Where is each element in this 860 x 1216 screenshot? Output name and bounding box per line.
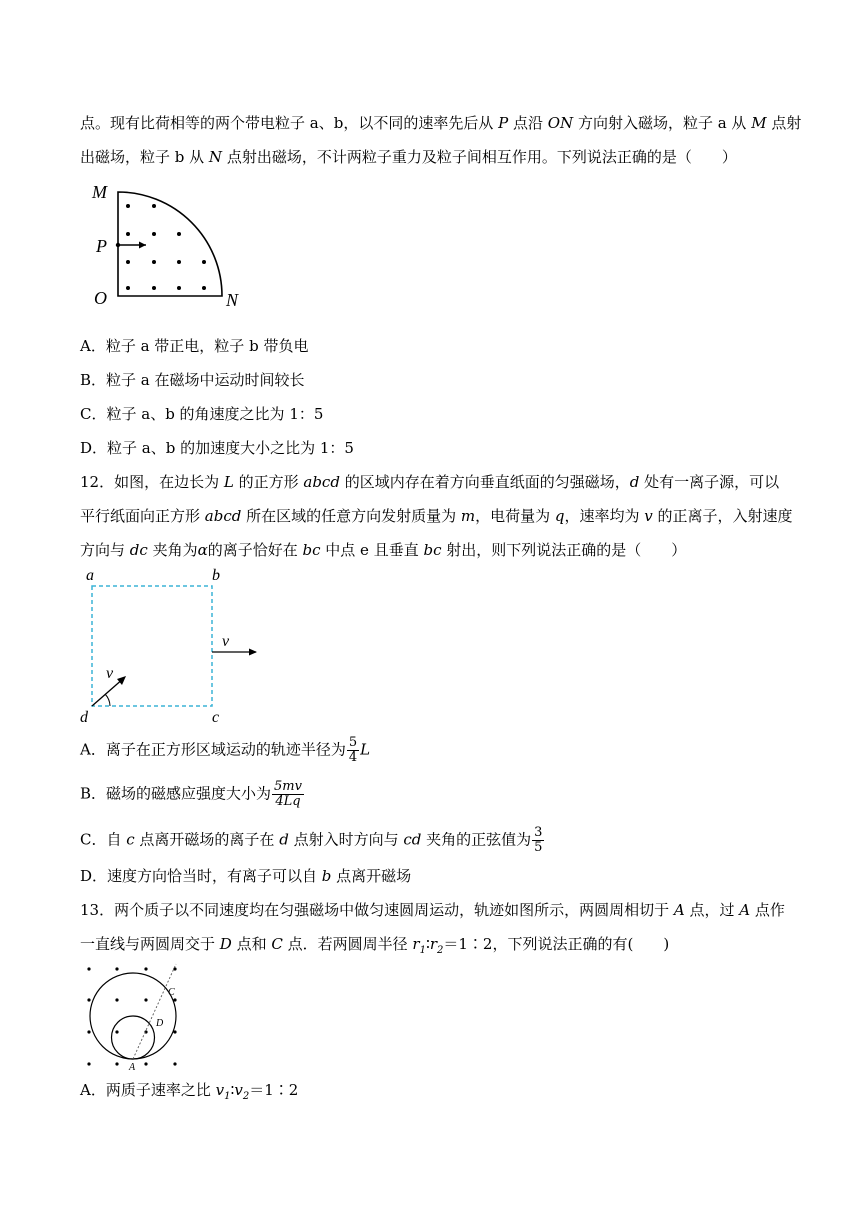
text: 处有一离子源，可以 [639, 473, 780, 491]
text: 点，过 [684, 901, 740, 919]
var-r: r [412, 935, 420, 953]
q13-stem-line1 [80, 900, 785, 920]
text: ＝1∶2，下列说法正确的有( ) [443, 935, 670, 953]
subscript: 1 [224, 1091, 231, 1102]
q12-option-c [80, 826, 545, 855]
text: D．速度方向恰当时，有离子可以自 [80, 867, 322, 885]
label-M: M [92, 182, 107, 202]
q11-stem-line1 [80, 113, 801, 133]
label-D: D [156, 1018, 164, 1029]
q12-option-b [80, 780, 305, 809]
entry-velocity-arrow [92, 678, 124, 706]
numerator: 5mv [274, 779, 302, 794]
label-a: a [86, 567, 94, 584]
label-v-entry: v [106, 665, 114, 682]
text: 方向射入磁场，粒子 a 从 [573, 114, 752, 132]
q12-option-d [80, 866, 411, 886]
q12-stem-line1 [80, 472, 779, 492]
field-boundary [118, 192, 222, 296]
var-r: r [429, 935, 438, 953]
q12-square-figure [80, 566, 270, 726]
var-bc: bc [423, 541, 442, 559]
var-bc: bc [302, 541, 321, 559]
q12-stem-line3 [80, 540, 686, 560]
text: 的正方形 [233, 473, 304, 491]
var-v: v [234, 1081, 243, 1099]
numerator: 3 [534, 825, 543, 840]
label-c: c [212, 709, 220, 726]
label-O: O [94, 288, 107, 308]
text: 点作 [750, 901, 785, 919]
text: 所在区域的任意方向发射质量为 [241, 507, 461, 525]
text: 点．若两圆周半径 [282, 935, 413, 953]
text: 13．两个质子以不同速度均在匀强磁场中做匀速圆周运动，轨迹如图所示，两圆周相切于 [80, 901, 674, 919]
q11-option-b: B．粒子 a 在磁场中运动时间较长 [80, 371, 305, 389]
text: 出磁场，粒子 b 从 [80, 148, 209, 166]
text: ，速率均为 [564, 507, 645, 525]
var-abcd: abcd [204, 507, 242, 525]
text: 12．如图，在边长为 [80, 473, 224, 491]
q11-stem-line2 [80, 147, 737, 167]
text: 平行纸面向正方形 [80, 507, 205, 525]
text: 点射入时方向与 [288, 830, 404, 849]
text: 方向与 [80, 541, 130, 559]
subscript: 2 [242, 1091, 250, 1102]
text: ∶ [230, 1081, 235, 1099]
text: 点和 [231, 935, 272, 953]
var-A: A [673, 901, 685, 919]
numerator: 5 [348, 735, 358, 750]
text: A．离子在正方形区域运动的轨迹半径为 [80, 740, 346, 759]
label-C: C [168, 987, 175, 998]
text: 点离开磁场 [331, 867, 412, 885]
var-P: P [498, 114, 509, 132]
field-dots [126, 204, 206, 290]
text: 夹角为 [147, 541, 198, 559]
square-region [92, 586, 212, 706]
var-L: L [360, 740, 371, 759]
fraction [532, 826, 544, 855]
arrowhead [139, 242, 146, 249]
denominator: 4Lq [275, 794, 301, 809]
var-N: N [208, 148, 223, 166]
text: ，电荷量为 [475, 507, 555, 525]
text: 点射 [766, 114, 802, 132]
subscript: 2 [437, 945, 444, 956]
label-b: b [212, 567, 220, 584]
var-C: C [271, 935, 283, 953]
fraction [347, 736, 359, 765]
var-d: d [629, 473, 640, 491]
q11-option-d: D．粒子 a、b 的加速度大小之比为 1：5 [80, 439, 354, 457]
text: 射出，则下列说法正确的是（ ） [441, 541, 687, 559]
var-d: d [279, 830, 289, 849]
subscript: 1 [419, 945, 426, 956]
var-b: b [321, 867, 332, 885]
q11-option-a: A．粒子 a 带正电，粒子 b 带负电 [80, 337, 309, 355]
text: 点沿 [508, 114, 548, 132]
text: 夹角的正弦值为 [421, 830, 532, 849]
var-L: L [223, 473, 234, 491]
var-ON: ON [547, 114, 574, 132]
denominator: 5 [534, 840, 543, 855]
var-v: v [644, 507, 653, 525]
text: 点。现有比荷相等的两个带电粒子 a、b，以不同的速率先后从 [80, 114, 499, 132]
label-d: d [80, 709, 88, 726]
text: 点射出磁场，不计两粒子重力及粒子间相互作用。下列说法正确的是（ ） [222, 148, 737, 166]
text: 中点 e 且垂直 [320, 541, 424, 559]
text: 的离子恰好在 [207, 541, 303, 559]
text: ∶ [425, 935, 430, 953]
text: ＝1∶2 [249, 1081, 299, 1099]
var-alpha: α [197, 541, 208, 559]
text: C．自 [80, 830, 127, 849]
q11-option-c: C．粒子 a、b 的角速度之比为 1：5 [80, 405, 324, 423]
arrowhead [249, 649, 257, 656]
fraction [272, 780, 304, 809]
var-m: m [460, 507, 476, 525]
text: 的区域内存在着方向垂直纸面的匀强磁场， [339, 473, 630, 491]
var-dc: dc [129, 541, 148, 559]
angle-arc [105, 694, 110, 706]
text: B．磁场的磁感应强度大小为 [80, 784, 272, 803]
label-N: N [226, 290, 239, 310]
label-P: P [96, 236, 107, 256]
var-D: D [219, 935, 232, 953]
q12-stem-line2 [80, 506, 793, 526]
var-abcd: abcd [303, 473, 340, 491]
q13-circles-figure [80, 962, 190, 1074]
var-c: c [126, 830, 135, 849]
text: 点离开磁场的离子在 [134, 830, 280, 849]
var-M: M [751, 114, 767, 132]
q12-option-a [80, 736, 370, 765]
text: A．两质子速率之比 [80, 1081, 216, 1099]
text: 的正离子，入射速度 [652, 507, 793, 525]
q13-option-a [80, 1080, 298, 1107]
var-cd: cd [403, 830, 422, 849]
q11-quarter-circle-figure [90, 178, 260, 308]
denominator: 4 [348, 750, 358, 765]
var-q: q [554, 507, 565, 525]
q13-stem-line2 [80, 934, 669, 961]
var-A: A [739, 901, 751, 919]
small-orbit [112, 1016, 155, 1059]
text: 一直线与两圆周交于 [80, 935, 220, 953]
label-v-exit: v [222, 633, 230, 650]
var-v: v [215, 1081, 225, 1099]
label-A: A [129, 1062, 136, 1073]
